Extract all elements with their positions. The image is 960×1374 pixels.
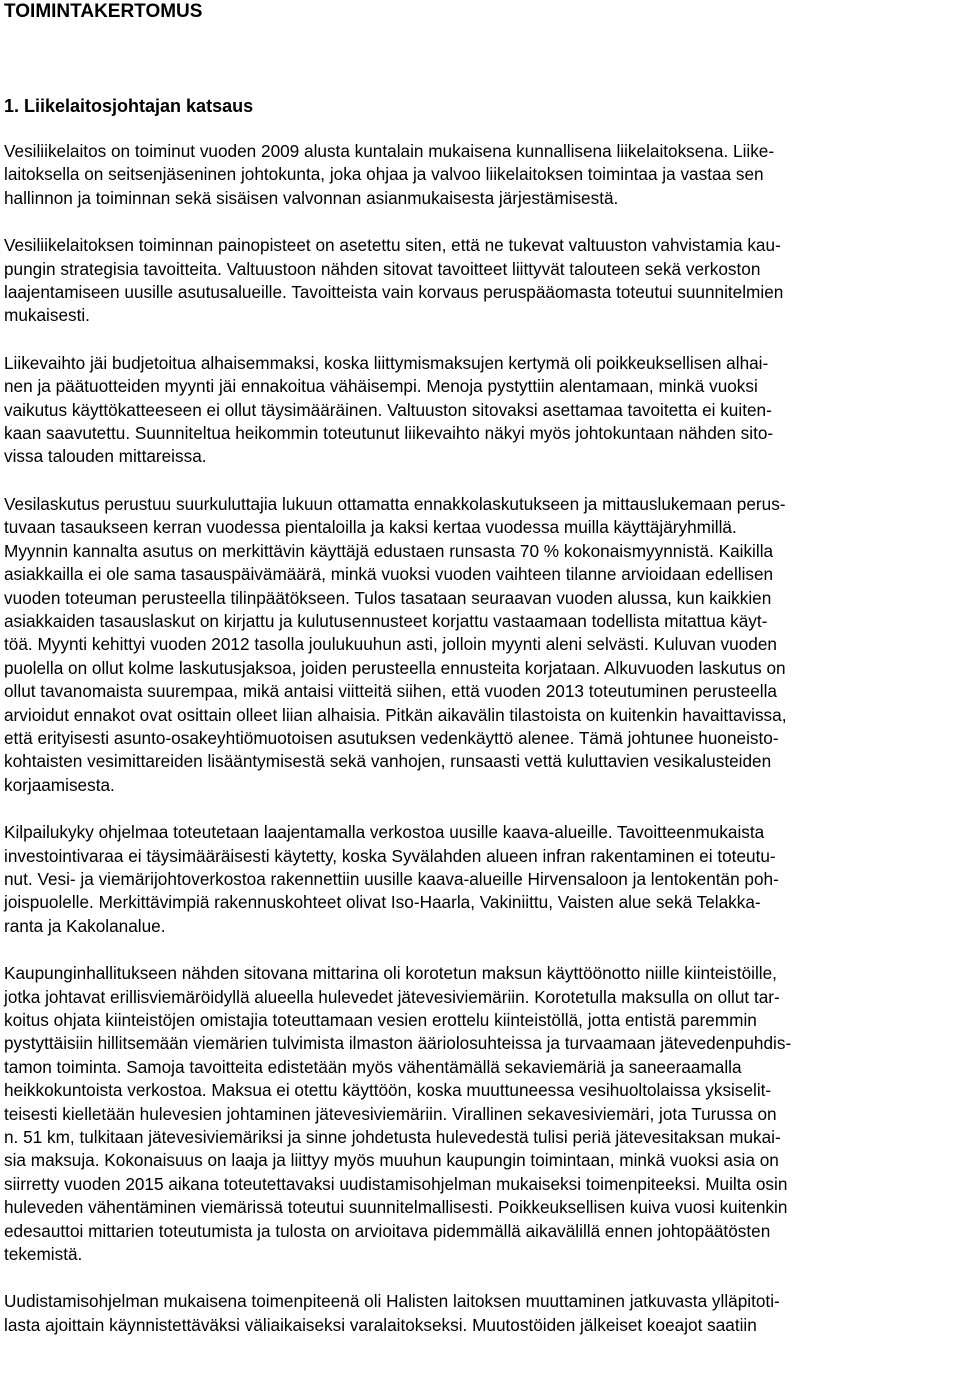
paragraph-6: Kaupunginhallitukseen nähden sitovana mittarina oli korotetun maksun käyttöönotto niille kiinteistöille, jotka johtavat erillisviemäröidyllä alueella hulevedet jätevesiviemäriin. Korotetulla maksulla on ollut tar- koitus ohjata kiinteistöjen omistajia toteuttamaan vesien erottelu kiinteistöllä, jotta entistä paremmin pystyttäisiin hillitsemään viemärien tulvimista ilmaston ääriolosuhteissa ja turvaamaan jätevedenpuhdis- tamon toiminta. Samoja tavoitteita edistetään myös vähentämällä sekaviemäriä ja saneeraamalla heikkokuntoista verkostoa. Maksua ei otettu käyttöön, koska muuttuneessa vesihuoltolaissa yksiselit- teisesti kielletään hulevesien johtaminen jätevesiviemäriin. Virallinen sekavesiviemäri, jota Turussa on n. 51 km, tulkitaan jätevesiviemäriksi ja sinne johdetusta hulevedestä tulisi periä jätevesitaksan mukai- sia maksuja. Kokonaisuus on laaja ja liittyy myös muuhun kaupungin toimintaan, minkä vuoksi asia on siirretty vuoden 2015 aikana toteutettavaksi uudistamisohjelman mukaiseksi toimenpiteeksi. Muilta osin huleveden vähentäminen viemärissä toteutui suunnitelmallisesti. Poikkeuksellisen kuiva vuosi kuitenkin edesauttoi mittarien toteutumista ja tulosta on arvioitava pidemmällä aikavälillä ennen johtopäätösten tekemistä. — [4, 963, 792, 1265]
body-text — [4, 140, 956, 1361]
section-heading: 1. Liikelaitosjohtajan katsaus — [4, 96, 254, 116]
paragraph-2: Vesiliikelaitoksen toiminnan painopisteet on asetettu siten, että ne tukevat valtuuston vahvistamia kau- pungin strategisia tavoitteita. Valtuustoon nähden sitovat tavoitteet liittyvät talouteen sekä verkoston laajentamiseen uusille asutusalueille. Tavoitteista vain korvaus peruspääomasta toteutui suunnitelmien mukaisesti. — [4, 235, 784, 326]
paragraph-7: Uudistamisohjelman mukaisena toimenpiteenä oli Halisten laitoksen muuttaminen jatkuvasta ylläpitoti- lasta ajoittain käynnistettäväksi väliaikaiseksi varalaitokseksi. Muutostöiden jälkeiset koeajot saatiin — [4, 1291, 780, 1335]
document-page — [4, 0, 956, 1335]
paragraph-5: Kilpailukyky ohjelmaa toteutetaan laajentamalla verkostoa uusille kaava-alueille. Tavoitteenmukaista investointivaraa ei täysimääräisesti käytetty, koska Syvälahden alueen infran rakentaminen ei toteutu- nut. Vesi- ja viemärijohtoverkostoa rakennettiin uusille kaava-alueille Hirvensaloon ja lentokentän poh- joispuolelle. Merkittävimpiä rakennuskohteet olivat Iso-Haarla, Vakiniittu, Vaisten alue sekä Telakka- ranta ja Kakolanalue. — [4, 822, 779, 936]
paragraph-1: Vesiliikelaitos on toiminut vuoden 2009 alusta kuntalain mukaisena kunnallisena liikelaitoksena. Liike- laitoksella on seitsenjäseninen johtokunta, joka ohjaa ja valvoo liikelaitoksen toimintaa ja vastaa sen hallinnon ja toiminnan sekä sisäisen valvonnan asianmukaisesta järjestämisestä. — [4, 141, 775, 208]
paragraph-3: Liikevaihto jäi budjetoitua alhaisemmaksi, koska liittymismaksujen kertymä oli poikkeuksellisen alhai- nen ja päätuotteiden myynti jäi ennakoitua vähäisempi. Menoja pystyttiin alentamaan, minkä vuoksi vaikutus käyttökatteeseen ei ollut täysimääräinen. Valtuuston sitovaksi asettamaa tavoitetta ei kuiten- kaan saavutettu. Suunniteltua heikommin toteutunut liikevaihto näkyi myös johtokuntaan nähden sito- vissa talouden mittareissa. — [4, 352, 774, 467]
paragraph-4: Vesilaskutus perustuu suurkuluttajia lukuun ottamatta ennakkolaskutukseen ja mittauslukemaan perus- tuvaan tasaukseen kerran vuodessa pientaloilla ja kaksi kertaa vuodessa muilla käyttäjäryhmillä. Myynnin kannalta asutus on merkittävin käyttäjä edustaen runsasta 70 % kokonaismyynnistä. Kaikilla asiakkailla ei ole sama tasauspäivämäärä, minkä vuoksi vuoden vaihteen tilanne arvioidaan edellisen vuoden toteuman perusteella tilinpäätökseen. Tulos tasataan seuraavan vuoden alussa, kun kaikkien asiakkaiden tasauslaskut on kirjattu ja kulutusennusteet korjattu vastaamaan todellista mitattua käyt- töä. Myynti kehittyi vuoden 2012 tasolla joulukuuhun asti, jolloin myynti aleni selvästi. Kuluvan vuoden puolella on ollut kolme laskutusjaksoa, joiden perusteella ennusteita korjataan. Alkuvuoden laskutus on ollut tavanomaista suurempaa, mikä antaisi viitteitä siihen, että vuoden 2013 toteutuminen perusteella arvioidut ennakot ovat osittain olleet liian alhaisia. Pitkän aikavälin tilastoista on kuitenkin havaittavissa, että erityisesti asunto-osakeyhtiömuotoisen asutuksen vedenkäyttö alenee. Tämä johtunee huoneisto- kohtaisten vesimittareiden lisääntymisestä sekä vanhojen, runsaasti vettä kuluttavien vesikalusteiden korjaamisesta. — [4, 493, 787, 795]
document-title: TOIMINTAKERTOMUS — [4, 1, 203, 22]
